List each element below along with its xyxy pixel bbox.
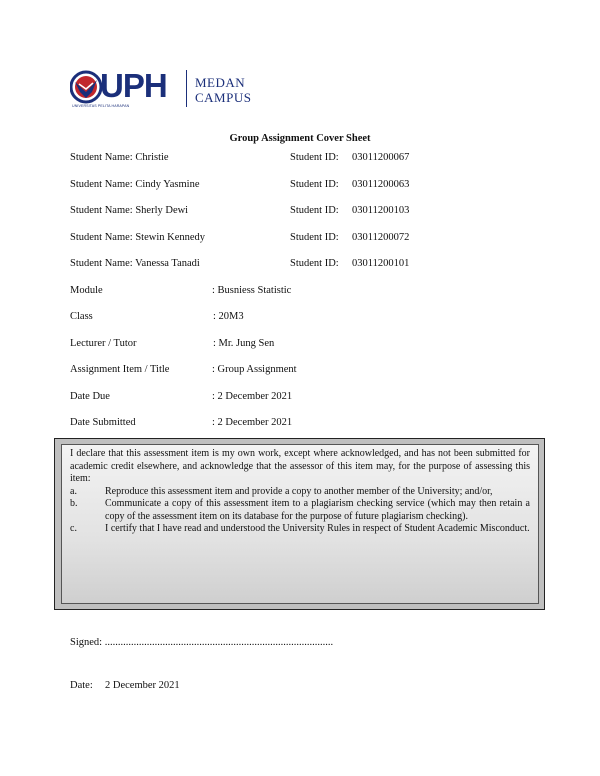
campus-line-1: MEDAN xyxy=(195,75,246,90)
logo-subtext: UNIVERSITAS PELITA HARAPAN xyxy=(72,104,130,108)
university-logo xyxy=(70,67,270,110)
declaration-item xyxy=(70,498,530,523)
declaration-item-letter: a. xyxy=(70,485,77,497)
detail-label-lecturer: Lecturer / Tutor xyxy=(70,338,137,349)
detail-label-module: Module xyxy=(70,285,103,296)
detail-value-lecturer: : Mr. Jung Sen xyxy=(213,338,275,349)
declaration-item-text: Reproduce this assessment item and provide a copy to another member of the University; and/or, xyxy=(105,485,493,497)
date-value: 2 December 2021 xyxy=(105,680,180,691)
student-id: 03011200101 xyxy=(352,258,410,269)
detail-label-date-due: Date Due xyxy=(70,391,110,402)
declaration-item-text: I certify that I have read and understood the University Rules in respect of Student Academic Misconduct. xyxy=(105,523,530,534)
student-id: 03011200103 xyxy=(352,205,410,216)
declaration-item-letter: c. xyxy=(70,523,77,534)
student-name: Student Name: Vanessa Tanadi xyxy=(70,258,200,269)
uph-emblem-icon xyxy=(70,70,104,104)
declaration-intro: I declare that this assessment item is my own work, except where acknowledged, and has not been submitted for academic credit elsewhere, and acknowledge that the assessor of this item may, for the purpose of assessing this item: xyxy=(70,448,530,484)
declaration-item-text: Communicate a copy of this assessment item to a plagiarism checking service (which may then retain a copy of the assessment item on its database for the purpose of future plagiarism checking). xyxy=(105,498,530,522)
detail-label-date-submitted: Date Submitted xyxy=(70,417,136,428)
student-id: 03011200067 xyxy=(352,152,410,163)
detail-label-class: Class xyxy=(70,311,93,322)
logo-divider xyxy=(186,70,187,107)
student-name: Student Name: Sherly Dewi xyxy=(70,205,189,216)
signature-line: Signed: ....................................................................................... xyxy=(70,637,334,648)
declaration-item-letter: b. xyxy=(70,498,78,509)
student-id-label: Student ID: xyxy=(290,152,339,163)
detail-value-assignment: : Group Assignment xyxy=(212,364,297,375)
student-id-label: Student ID: xyxy=(290,232,339,243)
date-label: Date: xyxy=(70,680,93,691)
declaration-item xyxy=(70,486,530,499)
campus-label xyxy=(195,75,251,105)
student-id-label: Student ID: xyxy=(290,205,339,216)
detail-value-class: : 20M3 xyxy=(213,311,244,322)
campus-line-2: CAMPUS xyxy=(195,90,252,105)
page-title: Group Assignment Cover Sheet xyxy=(229,133,371,144)
declaration-item xyxy=(70,523,530,536)
detail-label-assignment: Assignment Item / Title xyxy=(70,364,170,375)
logo-wordmark: UPH xyxy=(100,67,167,104)
declaration-box xyxy=(54,438,545,610)
student-id-label: Student ID: xyxy=(290,179,339,190)
detail-value-module: : Busniess Statistic xyxy=(212,285,292,296)
student-id: 03011200072 xyxy=(352,232,410,243)
student-id-label: Student ID: xyxy=(290,258,339,269)
detail-value-date-submitted: : 2 December 2021 xyxy=(212,417,293,428)
declaration-content xyxy=(61,444,539,604)
detail-value-date-due: : 2 December 2021 xyxy=(212,391,293,402)
student-name: Student Name: Stewin Kennedy xyxy=(70,232,206,243)
student-name: Student Name: Christie xyxy=(70,152,169,163)
student-name: Student Name: Cindy Yasmine xyxy=(70,179,200,190)
student-id: 03011200063 xyxy=(352,179,410,190)
